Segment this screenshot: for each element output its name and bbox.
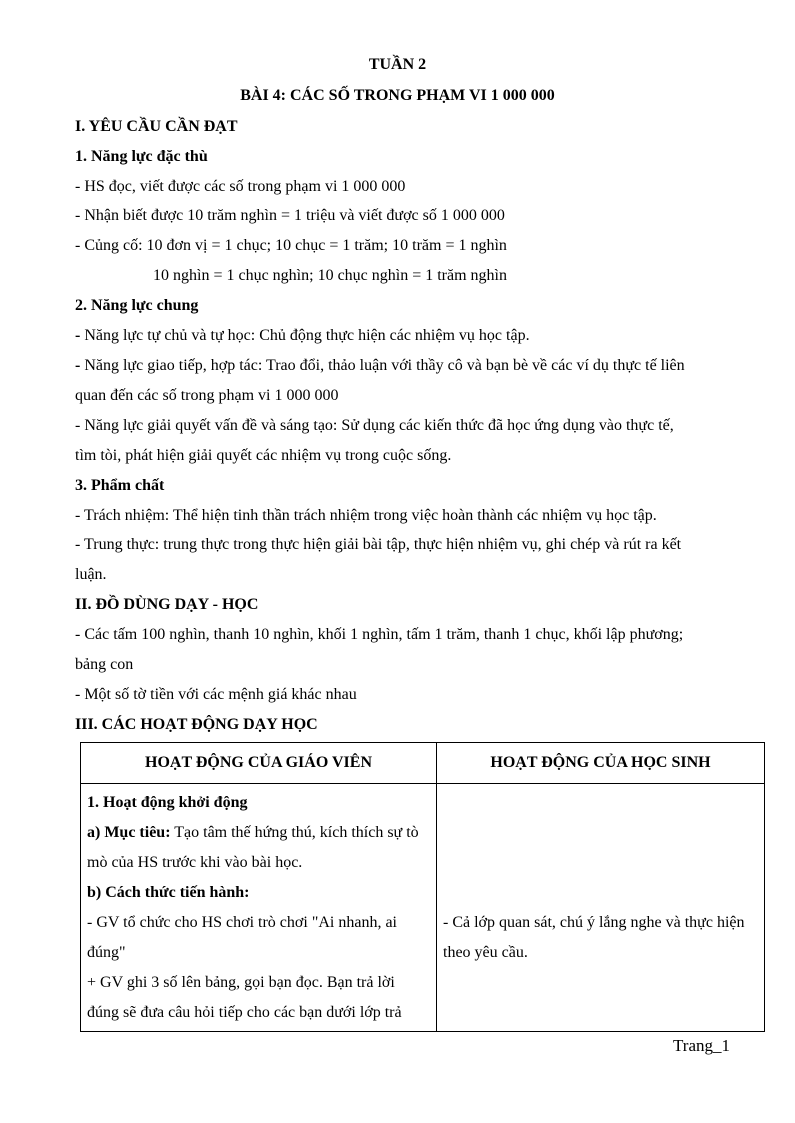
text-line: - Trách nhiệm: Thể hiện tinh thần trách nhiệm trong việc hoàn thành các nhiệm vụ học tập. <box>75 507 657 524</box>
text-line: bảng con <box>75 656 134 673</box>
text-line: - Năng lực tự chủ và tự học: Chủ động thực hiện các nhiệm vụ học tập. <box>75 327 530 344</box>
activity-title: 1. Hoạt động khởi động <box>87 794 248 811</box>
student-cell <box>437 784 765 1032</box>
method-label: b) Cách thức tiến hành: <box>87 884 250 901</box>
week-title: TUẦN 2 <box>368 56 427 73</box>
text-line: - HS đọc, viết được các số trong phạm vi 1 000 000 <box>75 178 406 195</box>
student-column-header: HOẠT ĐỘNG CỦA HỌC SINH <box>437 743 765 784</box>
goal-paragraph: a) Mục tiêu: Tạo tâm thế hứng thú, kích thích sự tò mò của HS trước khi vào bài học. <box>87 824 419 871</box>
text-line: - Nhận biết được 10 trăm nghìn = 1 triệu và viết được số 1 000 000 <box>75 207 505 224</box>
activities-table <box>80 742 765 1032</box>
text-line: - Năng lực giao tiếp, hợp tác: Trao đổi, thảo luận với thầy cô và bạn bè về các ví dụ thực tế liên <box>75 357 685 374</box>
text-line: 10 nghìn = 1 chục nghìn; 10 chục nghìn = 1 trăm nghìn <box>153 267 507 284</box>
text-line: - Củng cố: 10 đơn vị = 1 chục; 10 chục = 1 trăm; 10 trăm = 1 nghìn <box>75 237 507 254</box>
student-response: - Cả lớp quan sát, chú ý lắng nghe và thực hiện theo yêu cầu. <box>443 914 745 961</box>
text-line: - Một số tờ tiền với các mệnh giá khác nhau <box>75 686 357 703</box>
page-number: Trang_1 <box>673 1036 730 1055</box>
section-2-heading: II. ĐỒ DÙNG DẠY - HỌC <box>75 596 259 613</box>
table-row <box>81 784 765 1032</box>
subsection-2-heading: 2. Năng lực chung <box>75 297 199 314</box>
text-line: - Các tấm 100 nghìn, thanh 10 nghìn, khối 1 nghìn, tấm 1 trăm, thanh 1 chục, khối lập phương; <box>75 626 684 643</box>
text-line: - Năng lực giải quyết vấn đề và sáng tạo: Sử dụng các kiến thức đã học ứng dụng vào thực tế, <box>75 417 674 434</box>
teacher-cell <box>81 784 437 1032</box>
text-line: - Trung thực: trung thực trong thực hiện giải bài tập, thực hiện nhiệm vụ, ghi chép và rút ra kết <box>75 536 682 553</box>
step-text: + GV ghi 3 số lên bảng, gọi bạn đọc. Bạn trả lời đúng sẽ đưa câu hỏi tiếp cho các bạn dưới lớp trả <box>87 974 402 1021</box>
lesson-title: BÀI 4: CÁC SỐ TRONG PHẠM VI 1 000 000 <box>240 87 555 104</box>
text-line: luận. <box>75 566 107 583</box>
section-1-heading: I. YÊU CẦU CẦN ĐẠT <box>75 118 238 135</box>
teacher-column-header: HOẠT ĐỘNG CỦA GIÁO VIÊN <box>81 743 437 784</box>
subsection-3-heading: 3. Phẩm chất <box>75 477 165 494</box>
table-header-row <box>81 743 765 784</box>
section-3-heading: III. CÁC HOẠT ĐỘNG DẠY HỌC <box>75 716 318 733</box>
subsection-1-heading: 1. Năng lực đặc thù <box>75 148 208 165</box>
text-line: tìm tòi, phát hiện giải quyết các nhiệm vụ trong cuộc sống. <box>75 447 452 464</box>
text-line: quan đến các số trong phạm vi 1 000 000 <box>75 387 339 404</box>
step-text: - GV tổ chức cho HS chơi trò chơi "Ai nhanh, ai đúng" <box>87 914 397 961</box>
